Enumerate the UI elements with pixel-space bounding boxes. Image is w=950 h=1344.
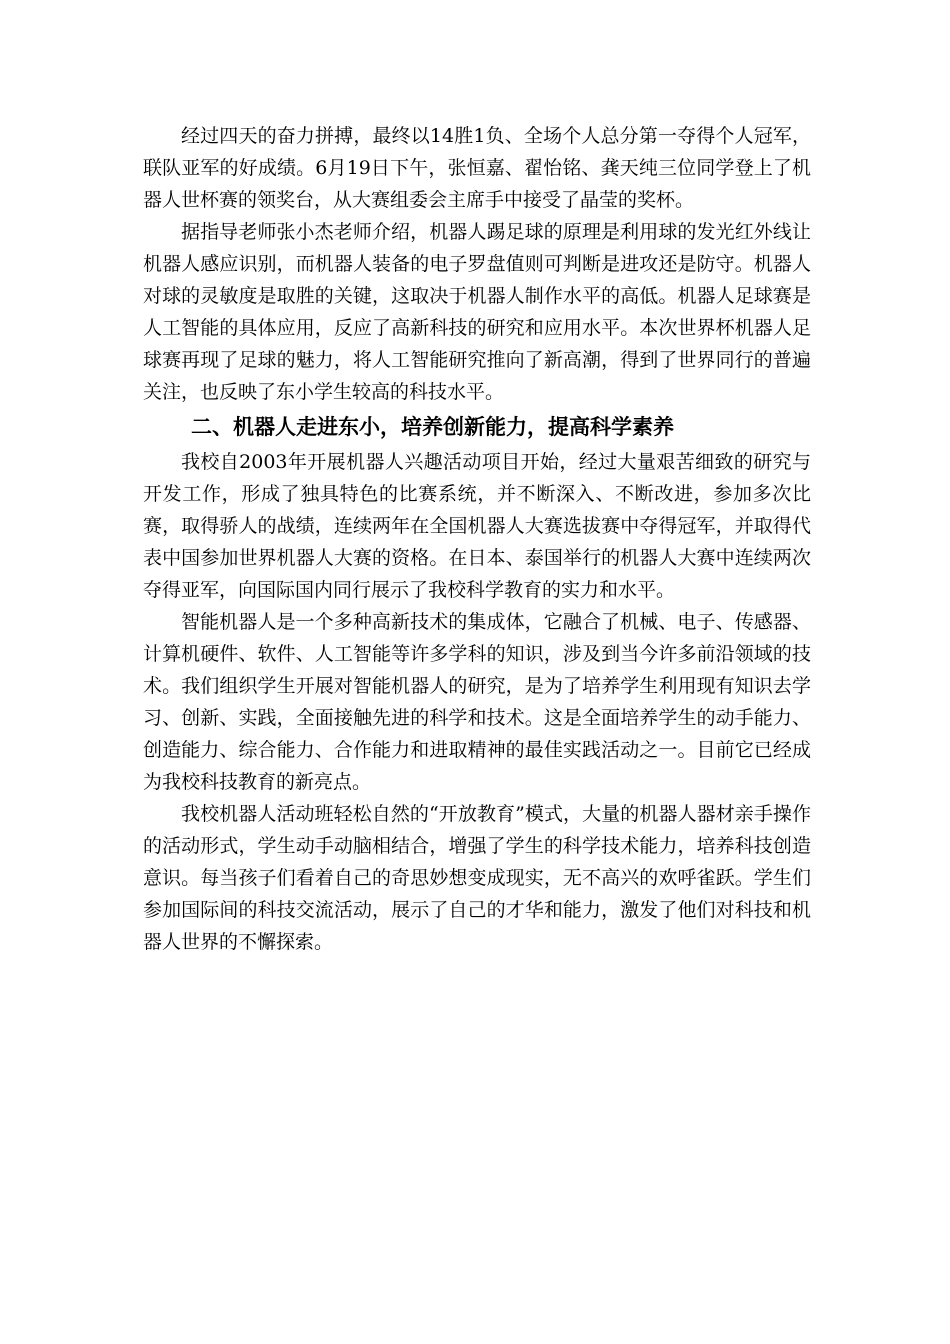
paragraph-award-result: 经过四天的奋力拼搏，最终以14胜1负、全场个人总分第一夺得个人冠军，联队亚军的好成绩。6月19日下午，张恒嘉、翟怡铭、龚天纯三位同学登上了机器人世杯赛的领奖台，从大赛组委会主席手中接受了晶莹的奖杯。 bbox=[143, 125, 811, 211]
section-heading: 二、机器人走进东小，培养创新能力，提高科学素养 bbox=[191, 415, 674, 439]
document-body bbox=[143, 120, 811, 958]
paragraph-robot-soccer-principle: 据指导老师张小杰老师介绍，机器人踢足球的原理是利用球的发光红外线让机器人感应识别，而机器人装备的电子罗盘值则可判断是进攻还是防守。机器人对球的灵敏度是取胜的关键，这取决于机器人制作水平的高低。机器人足球赛是人工智能的具体应用，反应了高新科技的研究和应用水平。本次世界杯机器人足球赛再现了足球的魅力，将人工智能研究推向了新高潮，得到了世界同行的普遍关注，也反映了东小学生较高的科技水平。 bbox=[143, 221, 811, 403]
paragraph-open-education: 我校机器人活动班轻松自然的“开放教育”模式，大量的机器人器材亲手操作的活动形式，学生动手动脑相结合，增强了学生的科学技术能力，培养科技创造意识。每当孩子们看着自己的奇思妙想变成现实，无不高兴的欢呼雀跃。学生们参加国际间的科技交流活动，展示了自己的才华和能力，激发了他们对科技和机器人世界的不懈探索。 bbox=[143, 803, 811, 953]
paragraph-intelligent-robot: 智能机器人是一个多种高新技术的集成体，它融合了机械、电子、传感器、计算机硬件、软件、人工智能等许多学科的知识，涉及到当今许多前沿领域的技术。我们组织学生开展对智能机器人的研究，是为了培养学生利用现有知识去学习、创新、实践，全面接触先进的科学和技术。这是全面培养学生的动手能力、创造能力、综合能力、合作能力和进取精神的最佳实践活动之一。目前它已经成为我校科技教育的新亮点。 bbox=[143, 611, 811, 793]
paragraph-school-history: 我校自2003年开展机器人兴趣活动项目开始，经过大量艰苦细致的研究与开发工作，形成了独具特色的比赛系统，并不断深入、不断改进，参加多次比赛，取得骄人的战绩，连续两年在全国机器人大赛选拔赛中夺得冠军，并取得代表中国参加世界机器人大赛的资格。在日本、泰国举行的机器人大赛中连续两次夺得亚军，向国际国内同行展示了我校科学教育的实力和水平。 bbox=[143, 451, 811, 601]
